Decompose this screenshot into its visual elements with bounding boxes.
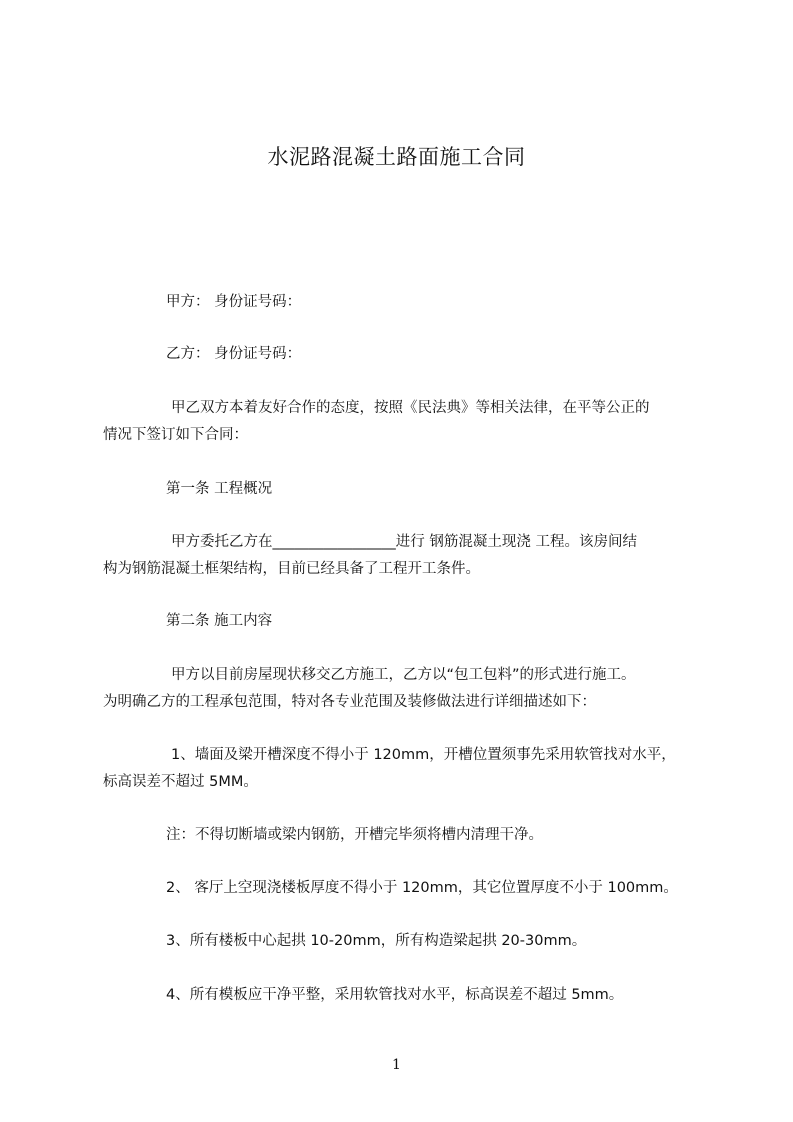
article-2-heading: 第二条 施工内容: [166, 613, 273, 629]
item-4-line: 4、所有模板应干净平整，采用软管找对水平，标高误差不超过 5mm。: [166, 987, 624, 1003]
intro-paragraph-line-1: 甲乙双方本着友好合作的态度，按照《民法典》等相关法律，在平等公正的: [171, 400, 650, 416]
article-2-line-2: 为明确乙方的工程承包范围，特对各专业范围及装修做法进行详细描述如下：: [103, 694, 596, 710]
article-1-heading: 第一条 工程概况: [166, 481, 273, 497]
item-1-line-2: 标高误差不超过 5MM。: [103, 774, 258, 790]
document-title: 水泥路混凝土路面施工合同: [267, 145, 526, 169]
item-2-line: 2、 客厅上空现浇楼板厚度不得小于 120mm，其它位置厚度不小于 100mm。: [166, 880, 678, 896]
party-b-line: 乙方： 身份证号码：: [166, 346, 302, 362]
party-a-line: 甲方： 身份证号码：: [166, 294, 302, 310]
article-1-line-1: 甲方委托乙方在_________________进行 钢筋混凝土现浇 工程。该房间结: [171, 534, 637, 550]
item-3-line: 3、所有楼板中心起拱 10-20mm，所有构造梁起拱 20-30mm。: [166, 933, 587, 949]
intro-paragraph-line-2: 情况下签订如下合同：: [103, 427, 248, 443]
item-1-line-1: 1、墙面及梁开槽深度不得小于 120mm，开槽位置须事先采用软管找对水平，: [171, 747, 676, 763]
note-line: 注：不得切断墙或梁内钢筋，开槽完毕须将槽内清理干净。: [166, 827, 543, 843]
article-2-line-1: 甲方以目前房屋现状移交乙方施工，乙方以“包工包料”的形式进行施工。: [171, 667, 636, 683]
page-number: 1: [392, 1057, 401, 1073]
article-1-line-2: 构为钢筋混凝土框架结构，目前已经具备了工程开工条件。: [103, 561, 480, 577]
